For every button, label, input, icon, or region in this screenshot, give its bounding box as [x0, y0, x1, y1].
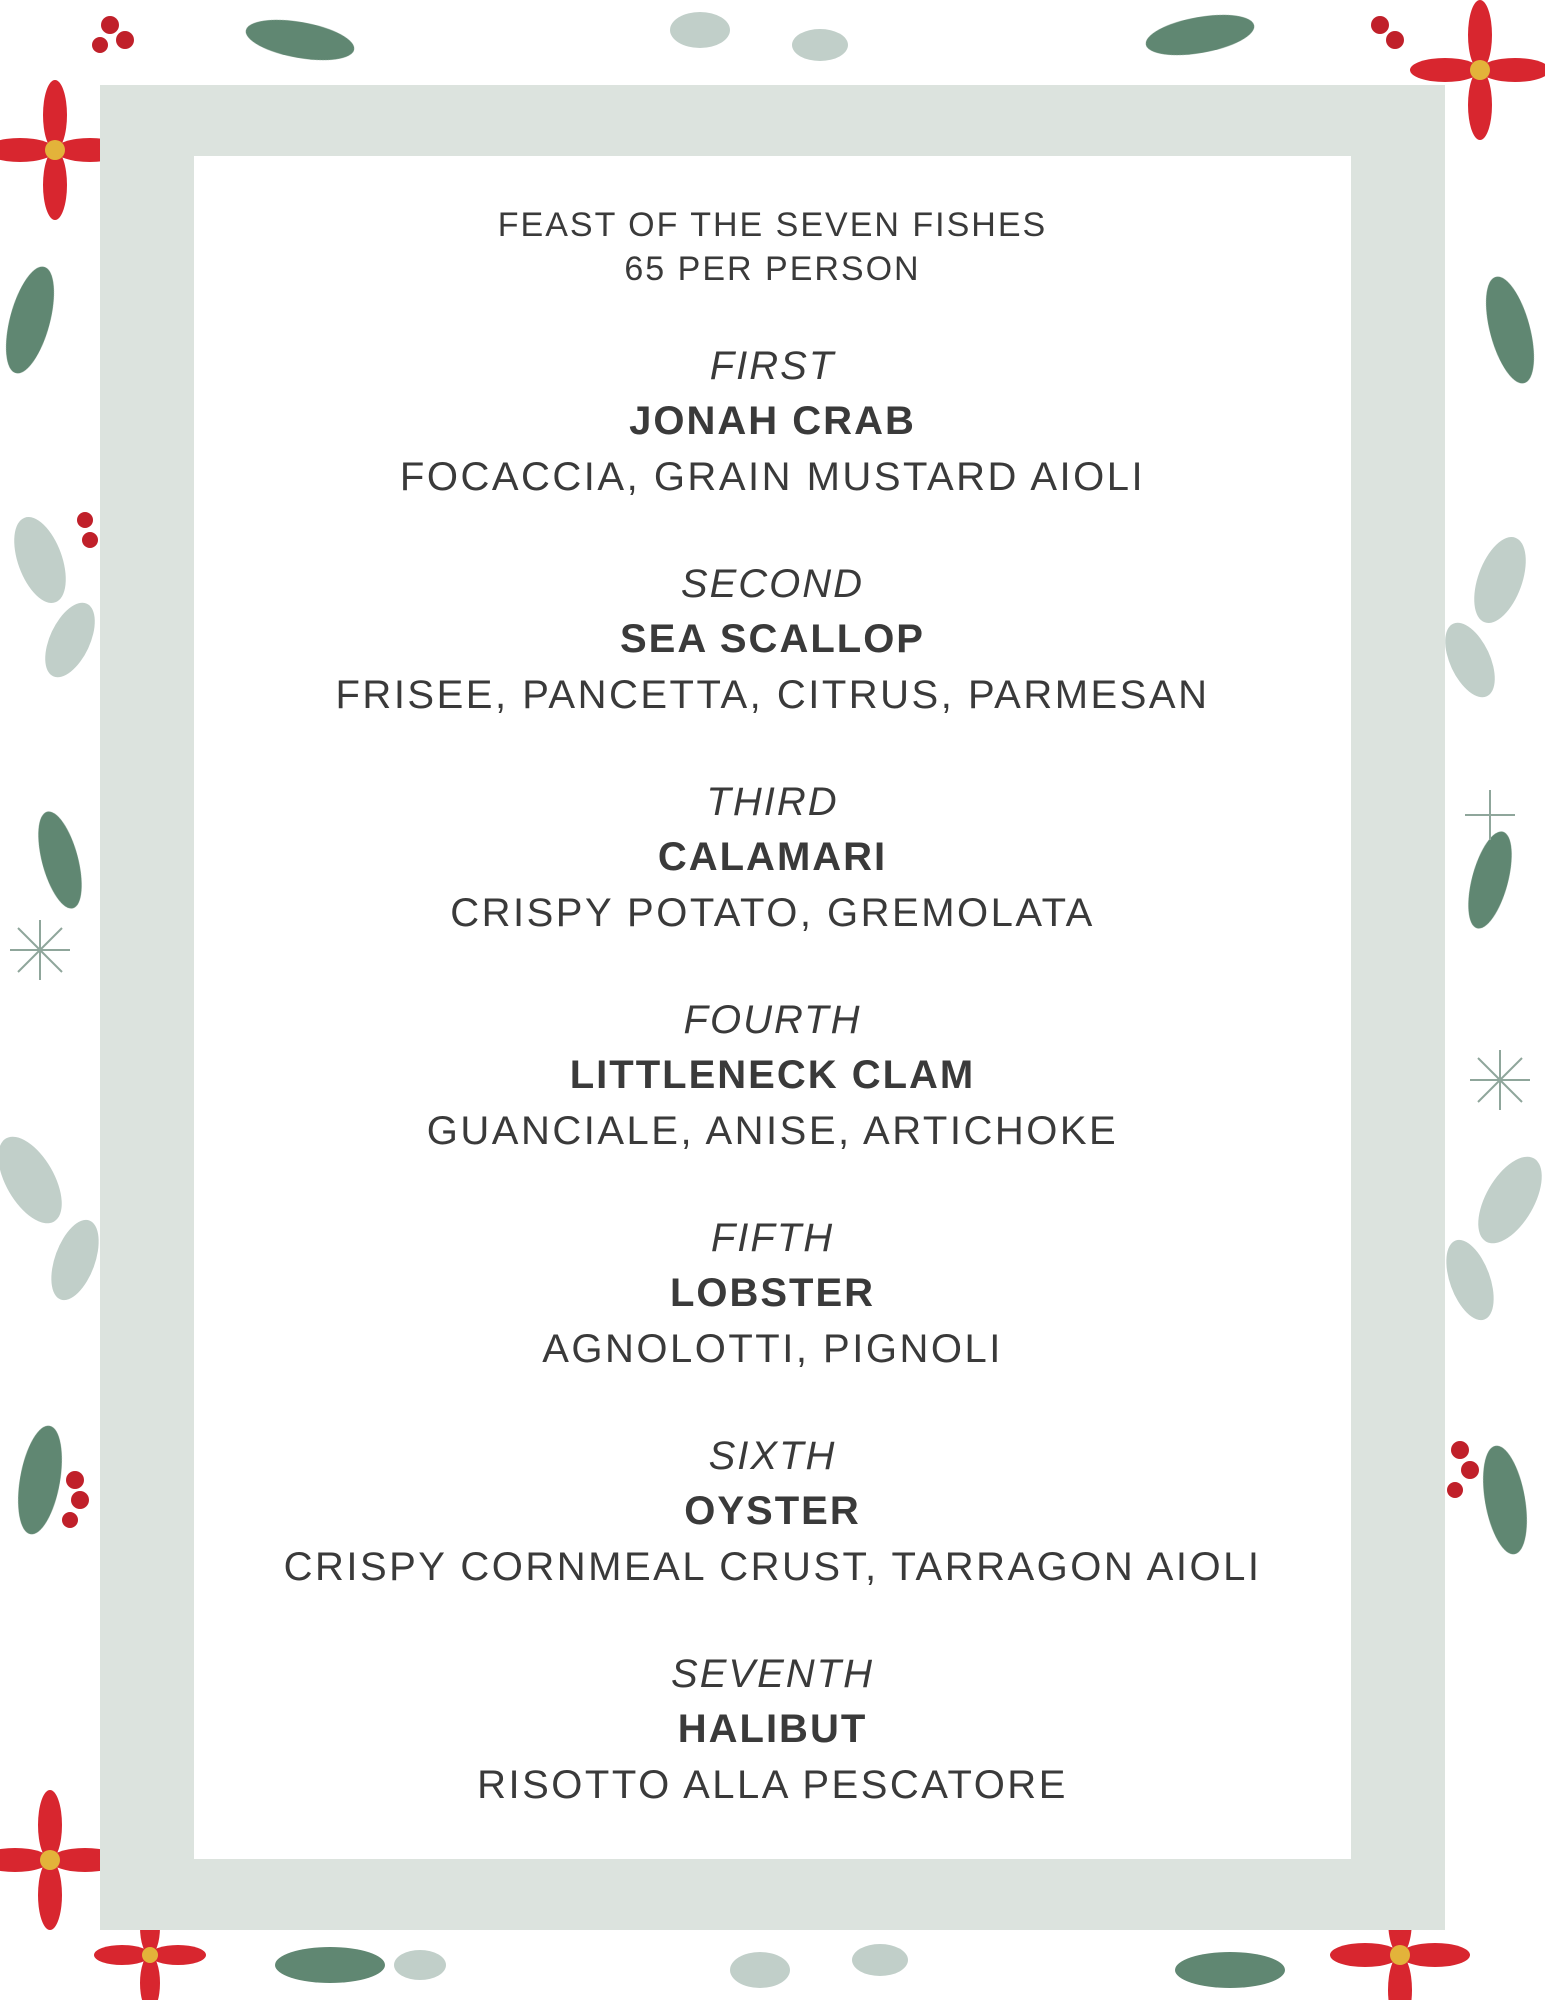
course-third: [194, 775, 1351, 941]
course-description: FOCACCIA, GRAIN MUSTARD AIOLI: [399, 455, 1146, 499]
course-description: FRISEE, PANCETTA, CITRUS, PARMESAN: [335, 673, 1210, 717]
course-number: FIRST: [709, 344, 836, 388]
course-name: LOBSTER: [669, 1271, 876, 1315]
course-second: [194, 557, 1351, 723]
course-list: [194, 339, 1351, 1813]
course-seventh: [194, 1647, 1351, 1813]
course-description: RISOTTO ALLA PESCATORE: [477, 1763, 1068, 1807]
course-number: SECOND: [680, 562, 865, 606]
course-number: FOURTH: [683, 998, 862, 1042]
course-description: GUANCIALE, ANISE, ARTICHOKE: [426, 1109, 1119, 1153]
menu-card: [194, 156, 1351, 1859]
course-name: CALAMARI: [657, 835, 888, 879]
course-description: CRISPY POTATO, GREMOLATA: [450, 891, 1095, 935]
course-description: CRISPY CORNMEAL CRUST, TARRAGON AIOLI: [283, 1545, 1262, 1589]
course-number: SIXTH: [708, 1434, 837, 1478]
course-number: FIFTH: [710, 1216, 835, 1260]
course-name: OYSTER: [684, 1489, 861, 1533]
course-name: LITTLENECK CLAM: [569, 1053, 976, 1097]
menu-title: FEAST OF THE SEVEN FISHES: [497, 206, 1048, 244]
course-name: HALIBUT: [677, 1707, 868, 1751]
course-name: JONAH CRAB: [629, 399, 916, 443]
course-fourth: [194, 993, 1351, 1159]
course-first: [194, 339, 1351, 505]
course-number: THIRD: [706, 780, 839, 824]
course-number: SEVENTH: [671, 1652, 874, 1696]
menu-price: 65 PER PERSON: [624, 250, 921, 288]
course-description: AGNOLOTTI, PIGNOLI: [542, 1327, 1003, 1371]
course-fifth: [194, 1211, 1351, 1377]
course-name: SEA SCALLOP: [620, 617, 925, 661]
menu-header: [194, 203, 1351, 291]
course-sixth: [194, 1429, 1351, 1595]
